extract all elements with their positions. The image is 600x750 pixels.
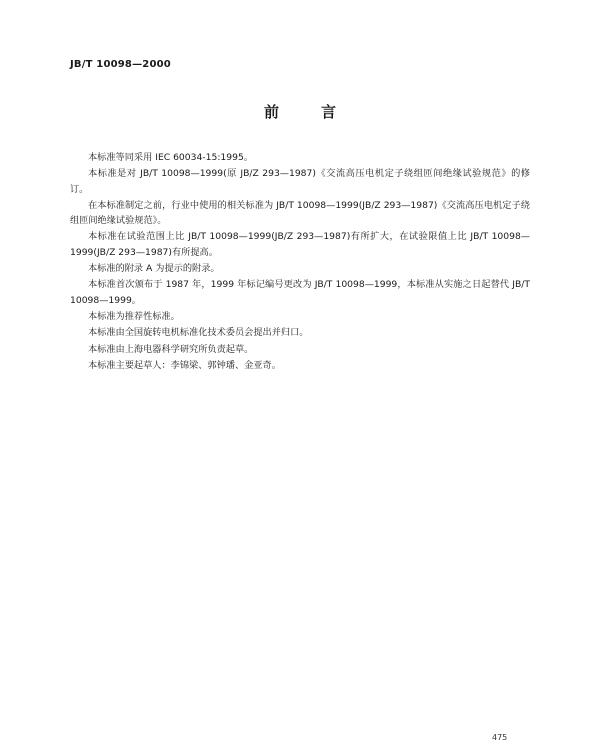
title-char-2: 言 <box>321 103 337 121</box>
paragraph: 本标准首次颁布于 1987 年，1999 年标记编号更改为 JB/T 10098—1999，本标准从实施之日起替代 JB/T 10098—1999。 <box>70 279 530 306</box>
paragraph: 本标准由上海电器科学研究所负责起草。 <box>88 343 254 355</box>
standard-code: JB/T 10098—2000 <box>70 59 171 70</box>
paragraph: 本标准为推荐性标准。 <box>88 310 180 322</box>
title-char-1: 前 <box>263 103 279 121</box>
paragraph: 本标准主要起草人：李锦梁、郭钟璠、金亚奇。 <box>88 359 281 371</box>
paragraph: 本标准在试验范围上比 JB/T 10098—1999(JB/Z 293—1987)有所扩大，在试验限值上比 JB/T 10098—1999(JB/Z 293—1987)有所提高。 <box>70 231 530 258</box>
page-number: 475 <box>492 733 508 742</box>
paragraph: 本标准是对 JB/T 10098—1999(原 JB/Z 293—1987)《交流高压电机定子绕组匝间绝缘试验规范》的修订。 <box>70 168 530 195</box>
paragraph: 本标准由全国旋转电机标准化技术委员会提出并归口。 <box>88 327 309 339</box>
foreword-body <box>70 150 530 373</box>
page-title <box>0 101 600 122</box>
paragraph: 在本标准制定之前，行业中使用的相关标准为 JB/T 10098—1999(JB/Z 293—1987)《交流高压电机定子绕组匝间绝缘试验规范》。 <box>70 199 530 227</box>
paragraph: 本标准的附录 A 为提示的附录。 <box>88 263 220 275</box>
paragraph: 本标准等同采用 IEC 60034-15:1995。 <box>88 152 253 163</box>
